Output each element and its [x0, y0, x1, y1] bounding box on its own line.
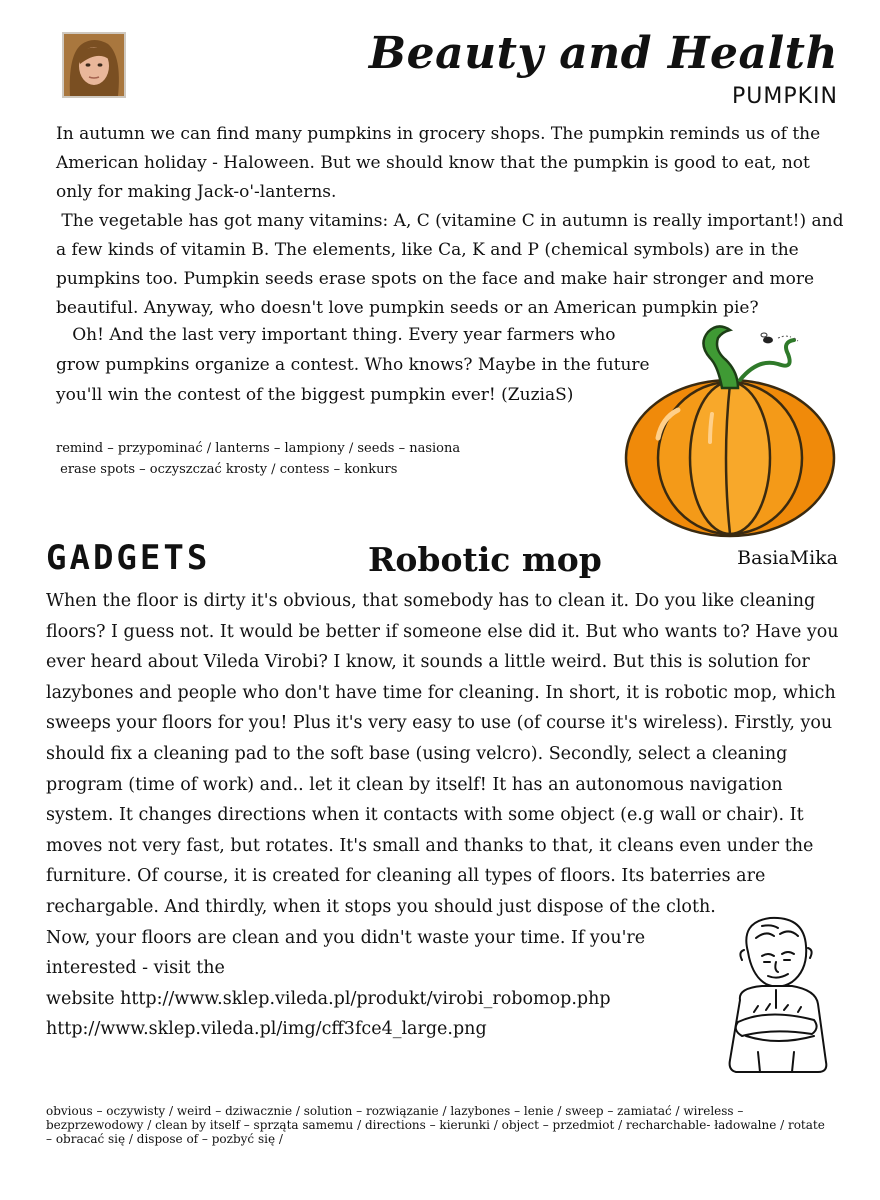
paragraph-text: The vegetable has got many vitamins: A, C (vitamine C in autumn is really important!) and a few kinds of vitamin B. The elements, like Ca, K and P (chemical symbols) are in the pumpkins too. Pumpkin seeds erase spots on the face and make hair stronger and more beautiful. Anyway, who doesn't love pumpkin seeds or an American pumpkin pie? — [56, 211, 844, 318]
paragraph-text: Oh! And the last very important thing. Every year farmers who grow pumpkins organize a contest. Who knows? Maybe in the future you'll win the contest of the biggest pumpkin ever! (ZuziaS) — [56, 325, 650, 405]
paragraph — [56, 207, 846, 323]
image-link[interactable]: http://www.sklep.vileda.pl/img/cff3fce4_large.png — [46, 1019, 487, 1040]
author-name: BasiaMika — [737, 547, 838, 569]
section-title: Beauty and Health — [368, 28, 838, 79]
vocabulary-line — [56, 459, 616, 480]
paragraph: In autumn we can find many pumpkins in grocery shops. The pumpkin reminds us of the American holiday - Haloween. But we should know that the pumpkin is good to eat, not only for making Jack-o'-lanterns. — [56, 124, 821, 202]
website-link[interactable]: website http://www.sklep.vileda.pl/produkt/virobi_robomop.php — [46, 988, 611, 1009]
paragraph: When the floor is dirty it's obvious, that somebody has to clean it. Do you like cleaning floors? I guess not. It would be better if someone else did it. But who wants to? Have you ever heard about Vileda Virobi? I know, it sounds a little weird. But this is solution for lazybones and people who don't have time for cleaning. In short, it is robotic mop, which sweeps your floors for you! Plus it's very easy to use (of course it's wireless). Firstly, you should fix a cleaning pad to the soft base (using velcro). Secondly, select a cleaning program (time of work) and.. let it clean by itself! It has an autonomous navigation system. It changes directions when it contacts with some object (e.g wall or chair). It moves not very fast, but rotates. It's small and thanks to that, it cleans even under the furniture. Of course, it is created for cleaning all types of floors. Its baterries are rechargable. And thirdly, when it stops you should just dispose of the cloth. — [46, 591, 839, 917]
avatar — [62, 32, 126, 98]
vocabulary-text: erase spots – oczyszczać krosty / contess – konkurs — [60, 462, 398, 477]
cartoon-person-illustration — [718, 912, 836, 1076]
article-paragraph — [56, 320, 664, 410]
article-subtitle: PUMPKIN — [732, 84, 838, 109]
vocabulary-box: obvious – oczywisty / weird – dziwacznie / solution – rozwiązanie / lazybones – lenie / sweep – zamiatać / wireless – bezprzewodowy / clean by itself – sprząta samemu / directions – kierunki / object – przedmiot / recharchable- ładowalne / rotate – obracać się / dispose of – pozbyć się / — [46, 1104, 825, 1146]
pumpkin-illustration — [618, 318, 838, 540]
vocabulary-box — [56, 438, 616, 480]
article-body — [56, 120, 846, 323]
vocabulary-line: remind – przypominać / lanterns – lampiony / seeds – nasiona — [56, 441, 461, 456]
gadgets-logo: GADGETS — [46, 538, 211, 578]
paragraph: Now, your floors are clean and you didn't waste your time. If you're interested - visit the — [46, 927, 646, 979]
article-title: Robotic mop — [368, 540, 602, 579]
